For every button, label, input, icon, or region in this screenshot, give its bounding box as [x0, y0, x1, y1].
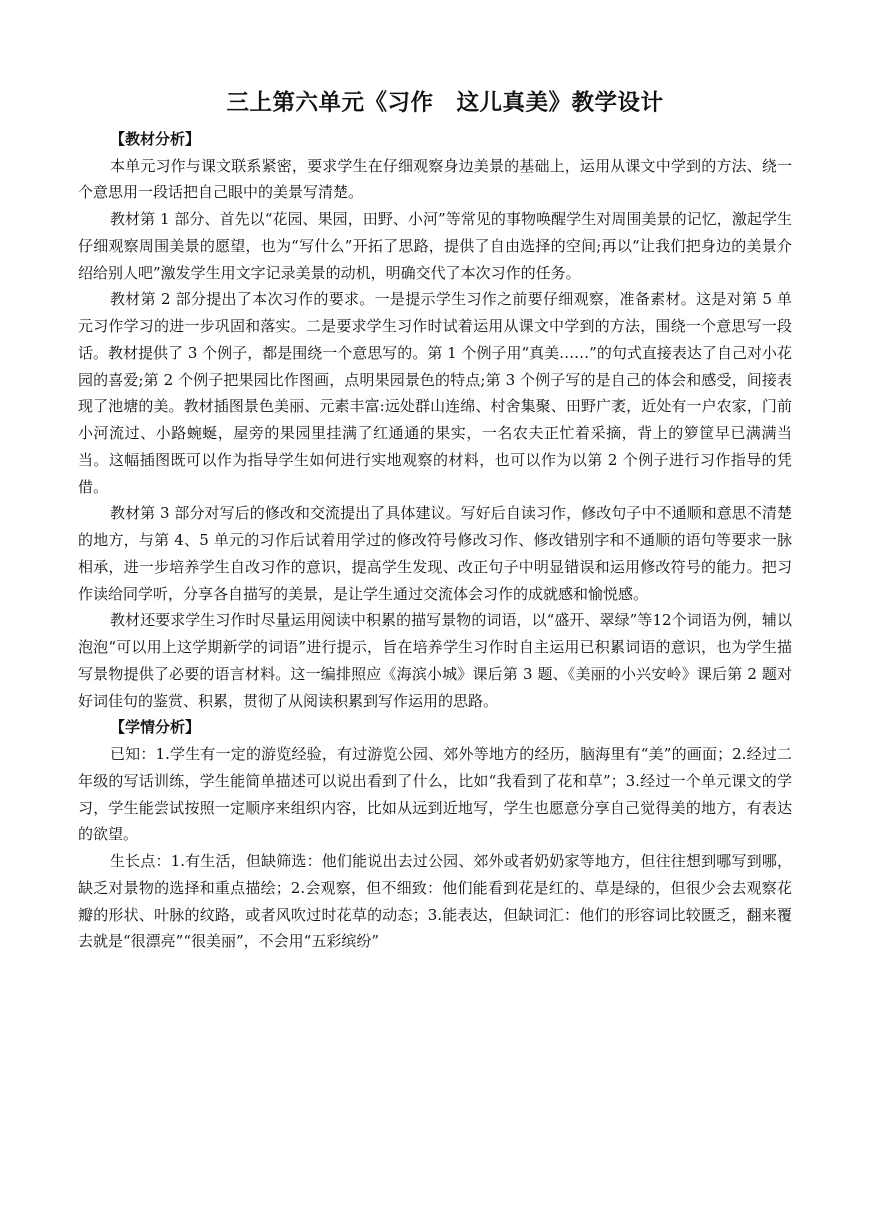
section-heading: 【教材分析】 [110, 130, 201, 148]
document-title: 三上第六单元《习作 这儿真美》教学设计 [226, 90, 664, 116]
paragraph: 本单元习作与课文联系紧密，要求学生在仔细观察身边美景的基础上，运用从课文中学到的方法、绕一个意思用一段话把自己眼中的美景写清楚。 [78, 156, 792, 202]
section-textbook-analysis [78, 126, 792, 714]
document-page [78, 78, 792, 955]
paragraph: 已知：1.学生有一定的游览经验，有过游览公园、郊外等地方的经历，脑海里有“美”的画面；2.经过二年级的写话训练，学生能简单描述可以说出看到了什么，比如“我看到了花和草”；3.经过一个单元课文的学习，学生能尝试按照一定顺序来组织内容，比如从远到近地写，学生也愿意分享自己觉得美的地方，有表达的欲望。 [78, 745, 792, 844]
paragraph: 教材第 2 部分提出了本次习作的要求。一是提示学生习作之前要仔细观察，准备素材。这是对第 5 单元习作学习的进一步巩固和落实。二是要求学生习作时试着运用从课文中学到的方法，围绕一个意思写一段话。教材提供了 3 个例子，都是围绕一个意思写的。第 1 个例子用“真美……”的句式直接表达了自己对小花园的喜爱;第 2 个例子把果园比作图画，点明果园景色的特点;第 3 个例子写的是自己的体会和感受，间接表现了池塘的美。教材插图景色美丽、元素丰富:远处群山连绵、村舍集聚、田野广袤，近处有一户农家，门前小河流过、小路蜿蜒，屋旁的果园里挂满了红通通的果实，一名农夫正忙着采摘，背上的箩筐早已满满当当。这幅插图既可以作为指导学生如何进行实地观察的材料，也可以作为以第 2 个例子进行习作指导的凭借。 [78, 290, 792, 496]
paragraph: 教材第 1 部分、首先以“花园、果园，田野、小河”等常见的事物唤醒学生对周围美景的记忆，激起学生仔细观察周围美景的愿望，也为“写什么”开拓了思路，提供了自由选择的空间;再以“让我们把身边的美景介绍给别人吧”激发学生用文字记录美景的动机，明确交代了本次习作的任务。 [78, 210, 792, 282]
paragraph: 生长点：1.有生活，但缺筛选：他们能说出去过公园、郊外或者奶奶家等地方，但往往想到哪写到哪，缺乏对景物的选择和重点描绘；2.会观察，但不细致：他们能看到花是红的、草是绿的，但很少会去观察花瓣的形状、叶脉的纹路，或者风吹过时花草的动态；3.能表达，但缺词汇：他们的形容词比较匮乏，翻来覆去就是“很漂亮”“很美丽”，不会用“五彩缤纷” [78, 852, 792, 951]
paragraph: 教材还要求学生习作时尽量运用阅读中积累的描写景物的词语，以“盛开、翠绿”等12个词语为例，辅以泡泡“可以用上这学期新学的词语”进行提示，旨在培养学生习作时自主运用已积累词语的意识，也为学生描写景物提供了必要的语言材料。这一编排照应《海滨小城》课后第 3 题、《美丽的小兴安岭》课后第 2 题对好词佳句的鉴赏、积累，贯彻了从阅读积累到写作运用的思路。 [78, 611, 792, 710]
paragraph: 教材第 3 部分对写后的修改和交流提出了具体建议。写好后自读习作，修改句子中不通顺和意思不清楚的地方，与第 4、5 单元的习作后试着用学过的修改符号修改习作、修改错别字和不通顺的语句等要求一脉相承，进一步培养学生自改习作的意识，提高学生发现、改正句子中明显错误和运用修改符号的能力。把习作读给同学听，分享各自描写的美景，是让学生通过交流体会习作的成就感和愉悦感。 [78, 504, 792, 603]
section-heading: 【学情分析】 [110, 718, 201, 737]
section-student-analysis [78, 714, 792, 955]
